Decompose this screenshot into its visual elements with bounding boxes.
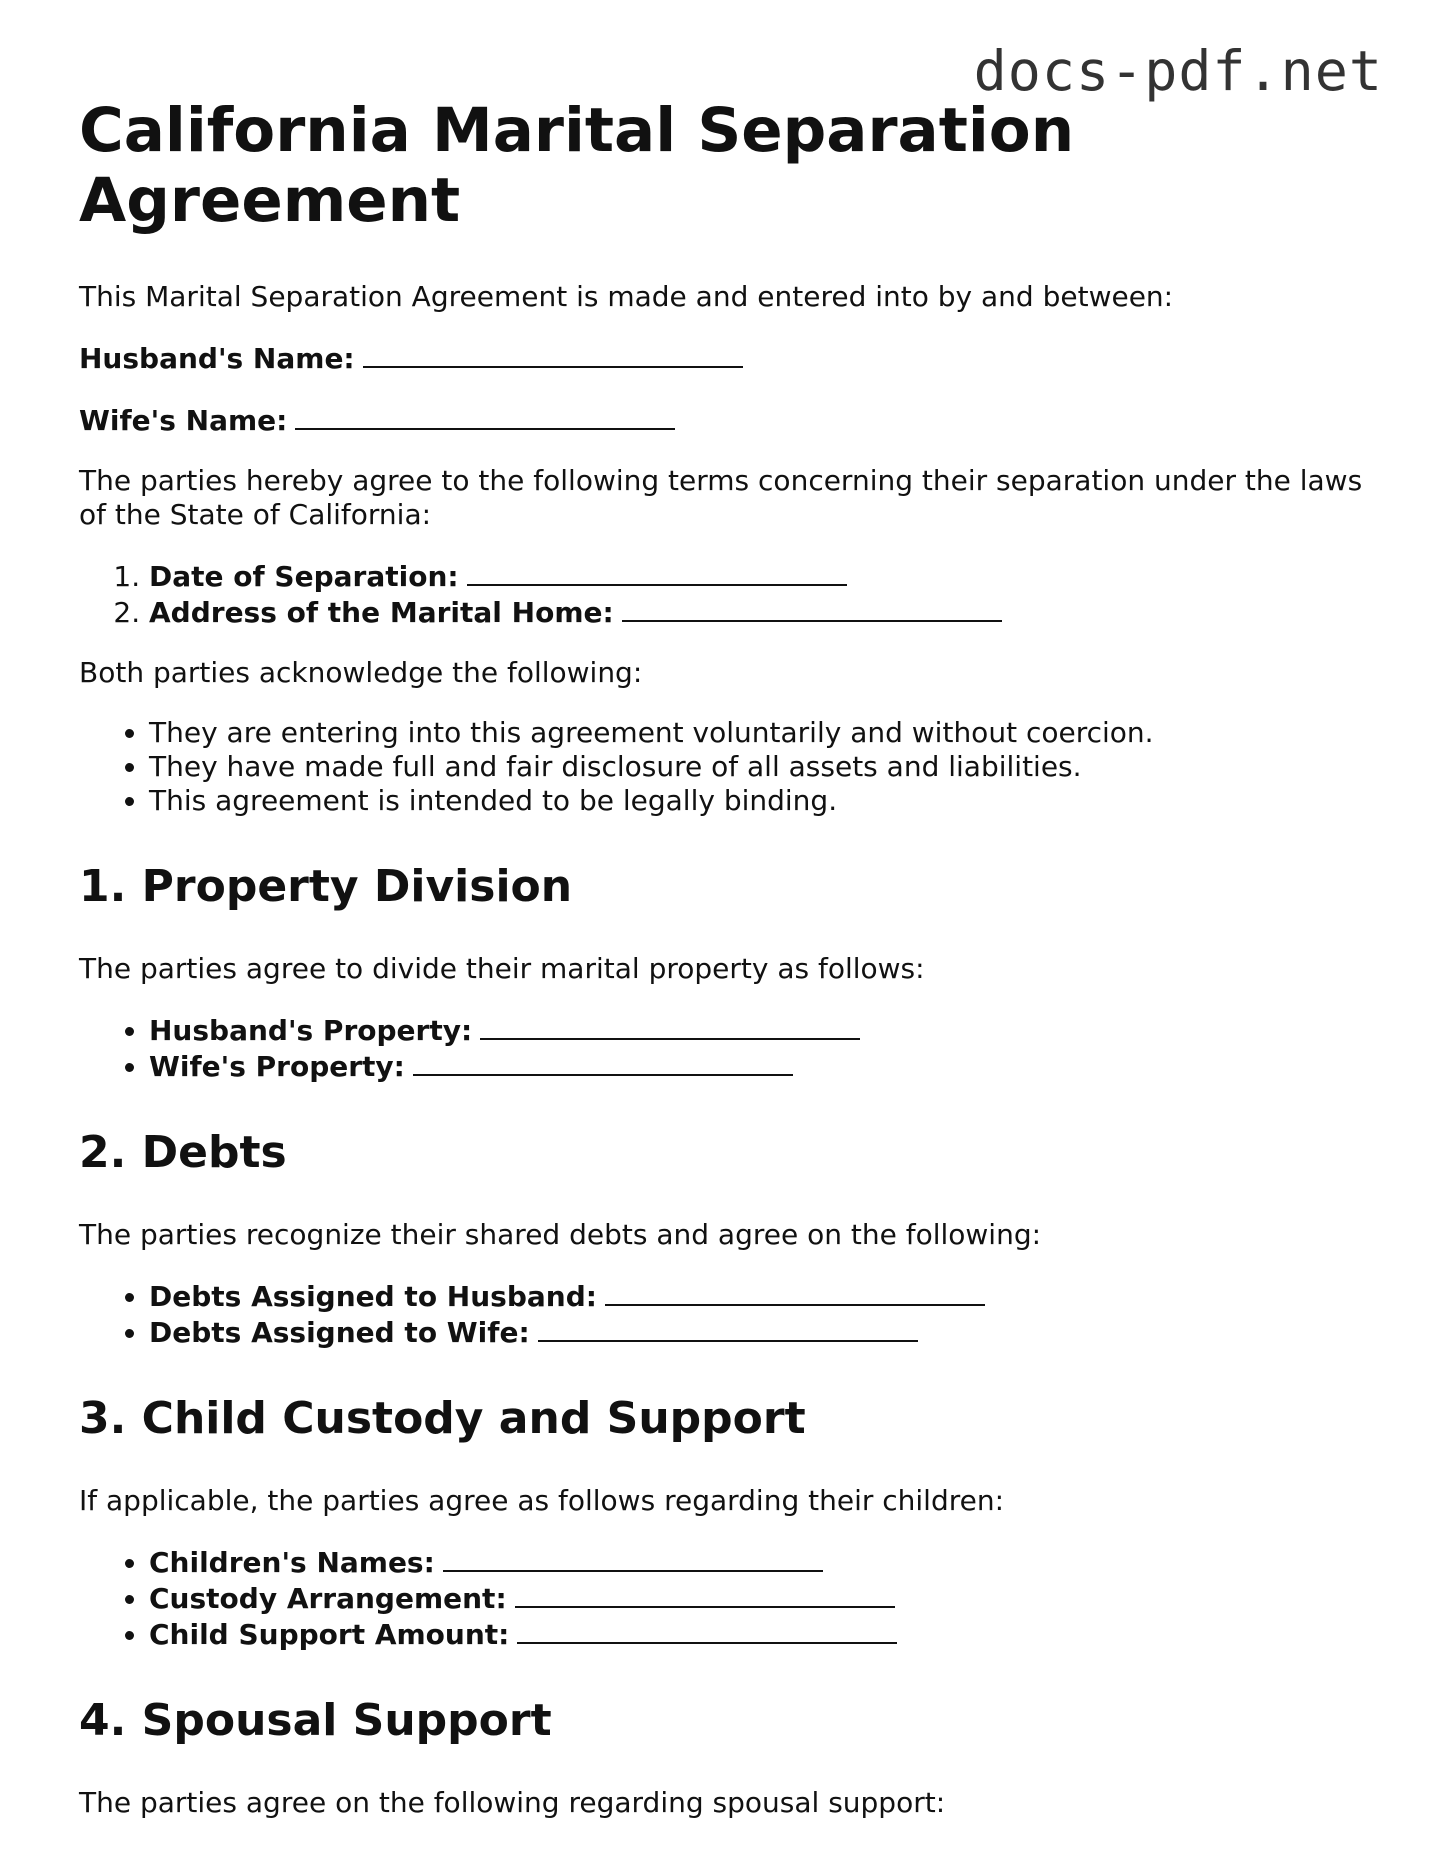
list-item: • They have made full and fair disclosure of all assets and liabilities. <box>149 750 1369 784</box>
debts-intro: The parties recognize their shared debts and agree on the following: <box>79 1218 1042 1251</box>
list-item: • This agreement is intended to be legally binding. <box>149 784 1369 818</box>
children-names-blank[interactable] <box>443 1544 823 1572</box>
list-item <box>149 1544 1369 1580</box>
spousal-support-intro: The parties agree on the following regarding spousal support: <box>79 1786 946 1819</box>
husband-property-blank[interactable] <box>480 1012 860 1040</box>
list-item <box>149 1580 1369 1616</box>
wife-name-field <box>79 402 1369 438</box>
husband-name-field <box>79 340 1369 376</box>
child-support-amount-blank[interactable] <box>517 1616 897 1644</box>
children-names-label: Children's Names: <box>149 1546 435 1579</box>
custody-arrangement-blank[interactable] <box>515 1580 895 1608</box>
list-item <box>149 1012 1369 1048</box>
acknowledgements-list <box>79 716 1369 818</box>
section-heading-child-custody: 3. Child Custody and Support <box>79 1393 806 1444</box>
list-item <box>149 1314 1369 1350</box>
list-item: • They are entering into this agreement voluntarily and without coercion. <box>149 716 1369 750</box>
husband-property-label: Husband's Property: <box>149 1014 473 1047</box>
debts-wife-label: Debts Assigned to Wife: <box>149 1316 530 1349</box>
section-heading-spousal-support: 4. Spousal Support <box>79 1695 552 1746</box>
document-title: California Marital Separation Agreement <box>79 95 1075 236</box>
debts-husband-label: Debts Assigned to Husband: <box>149 1280 597 1313</box>
property-division-intro: The parties agree to divide their marital property as follows: <box>79 952 925 985</box>
husband-name-label: Husband's Name: <box>79 342 355 375</box>
debts-husband-blank[interactable] <box>605 1278 985 1306</box>
list-item <box>149 1616 1369 1652</box>
child-custody-list <box>79 1544 1369 1652</box>
debts-list <box>79 1278 1369 1350</box>
wife-property-label: Wife's Property: <box>149 1050 405 1083</box>
husband-name-blank[interactable] <box>363 340 743 368</box>
intro-paragraph: This Marital Separation Agreement is made and entered into by and between: <box>79 280 1174 313</box>
section-heading-debts: 2. Debts <box>79 1127 287 1178</box>
custody-arrangement-label: Custody Arrangement: <box>149 1582 507 1615</box>
list-item <box>149 1048 1369 1084</box>
list-item <box>149 594 1369 630</box>
property-division-list <box>79 1012 1369 1084</box>
date-of-separation-blank[interactable] <box>467 558 847 586</box>
terms-intro-paragraph: The parties hereby agree to the following terms concerning their separation under the laws of the State of California: <box>79 464 1363 531</box>
date-of-separation-label: Date of Separation: <box>149 560 459 593</box>
section-heading-property-division: 1. Property Division <box>79 861 573 912</box>
wife-property-blank[interactable] <box>413 1048 793 1076</box>
child-custody-intro: If applicable, the parties agree as follows regarding their children: <box>79 1484 1005 1517</box>
wife-name-label: Wife's Name: <box>79 404 288 437</box>
watermark: docs-pdf.net <box>973 39 1383 103</box>
terms-list <box>79 558 1369 630</box>
marital-home-address-blank[interactable] <box>622 594 1002 622</box>
debts-wife-blank[interactable] <box>538 1314 918 1342</box>
document-page <box>79 96 1369 1846</box>
wife-name-blank[interactable] <box>295 402 675 430</box>
list-item <box>149 1278 1369 1314</box>
marital-home-address-label: Address of the Marital Home: <box>149 596 614 629</box>
child-support-amount-label: Child Support Amount: <box>149 1618 510 1651</box>
list-item <box>149 558 1369 594</box>
acknowledge-intro-paragraph: Both parties acknowledge the following: <box>79 656 643 689</box>
